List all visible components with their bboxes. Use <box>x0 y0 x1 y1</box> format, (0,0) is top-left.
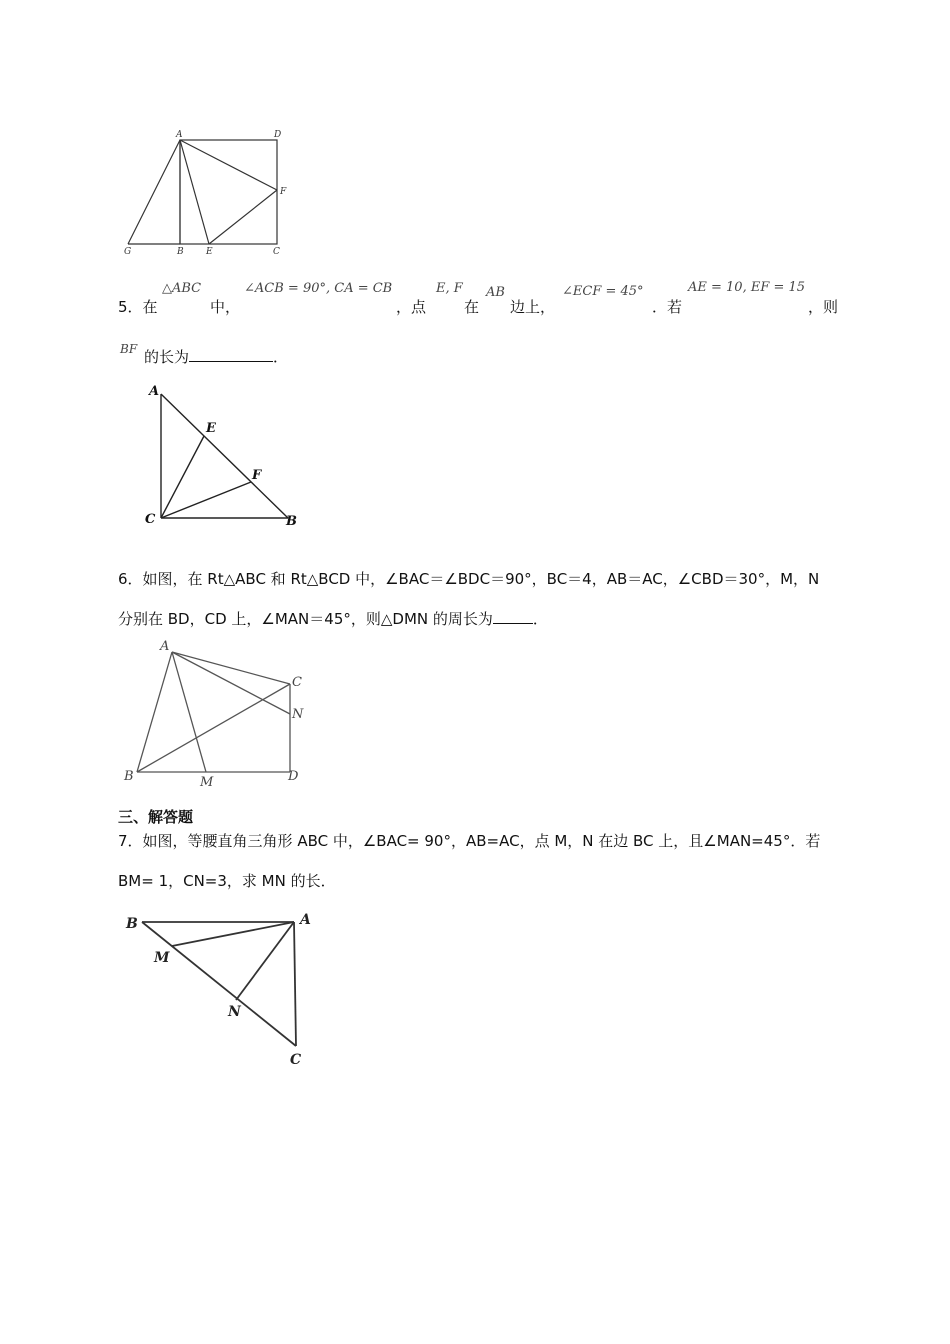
q7-label-b: B <box>126 916 138 932</box>
q6-answer-blank <box>493 609 533 624</box>
q5-label-a: A <box>149 384 160 399</box>
q6-label-c: C <box>292 675 302 690</box>
q5-condition-3: AE = 10, EF = 15 <box>688 280 806 295</box>
label-c: C <box>273 247 280 256</box>
q5-ze: ，则 <box>808 298 839 316</box>
q5-bf: BF <box>120 342 138 356</box>
label-f: F <box>280 187 287 197</box>
q5-zhong: 中， <box>210 298 241 316</box>
q5-num: 5．在 <box>118 298 158 316</box>
q7-label-a: A <box>300 912 311 928</box>
q5-bianshang: 边上， <box>510 298 556 316</box>
q5-zai: 在 <box>464 298 480 316</box>
q6-line-2: 分别在 BD，CD 上，∠MAN＝45°，则△DMN 的周长为 ． <box>118 610 548 628</box>
label-b: B <box>177 247 184 256</box>
q6-label-b: B <box>124 769 134 784</box>
q6-label-m: M <box>200 775 214 790</box>
figure-q5 <box>140 378 310 533</box>
q5-label-c: C <box>145 512 156 527</box>
q5-condition-1: ∠ACB = 90°, CA = CB <box>244 281 393 296</box>
label-d: D <box>274 130 282 140</box>
label-a: A <box>176 130 183 140</box>
figure-q4 <box>118 126 298 256</box>
q5-ruo: ．若 <box>652 298 683 316</box>
figure-q7 <box>118 906 328 1071</box>
q7-line-1: 7．如图，等腰直角三角形 ABC 中，∠BAC= 90°，AB=AC，点 M，N 在边 BC 上，且∠MAN=45°．若 <box>118 832 821 850</box>
q5-label-e: E <box>206 421 216 436</box>
q6-label-d: D <box>288 769 299 784</box>
figure-q6 <box>118 636 318 791</box>
q5-tail: 的长为 ． <box>144 348 289 366</box>
q5-answer-blank <box>189 347 273 362</box>
q7-label-c: C <box>290 1052 302 1068</box>
label-e: E <box>206 247 213 256</box>
question-5 <box>118 280 858 370</box>
q5-ab: AB <box>486 285 505 300</box>
q7-line-2: BM= 1，CN=3，求 MN 的长． <box>118 872 336 890</box>
q5-ef: E, F <box>436 281 463 296</box>
q5-condition-2: ∠ECF = 45° <box>562 284 644 299</box>
q6-label-n: N <box>292 707 304 722</box>
section-heading: 三、解答题 <box>118 808 194 826</box>
q5-dian: ，点 <box>396 298 427 316</box>
q6-line-1: 6．如图，在 Rt△ABC 和 Rt△BCD 中，∠BAC＝∠BDC＝90°，BC＝4，AB＝AC，∠CBD＝30°，M，N <box>118 570 820 588</box>
q5-triangle: △ABC <box>162 281 202 296</box>
label-g: G <box>124 247 132 256</box>
q5-label-f: F <box>252 468 262 483</box>
q5-label-b: B <box>286 514 297 529</box>
q7-label-m: M <box>154 950 170 966</box>
q7-label-n: N <box>228 1004 241 1020</box>
q6-label-a: A <box>160 639 170 654</box>
